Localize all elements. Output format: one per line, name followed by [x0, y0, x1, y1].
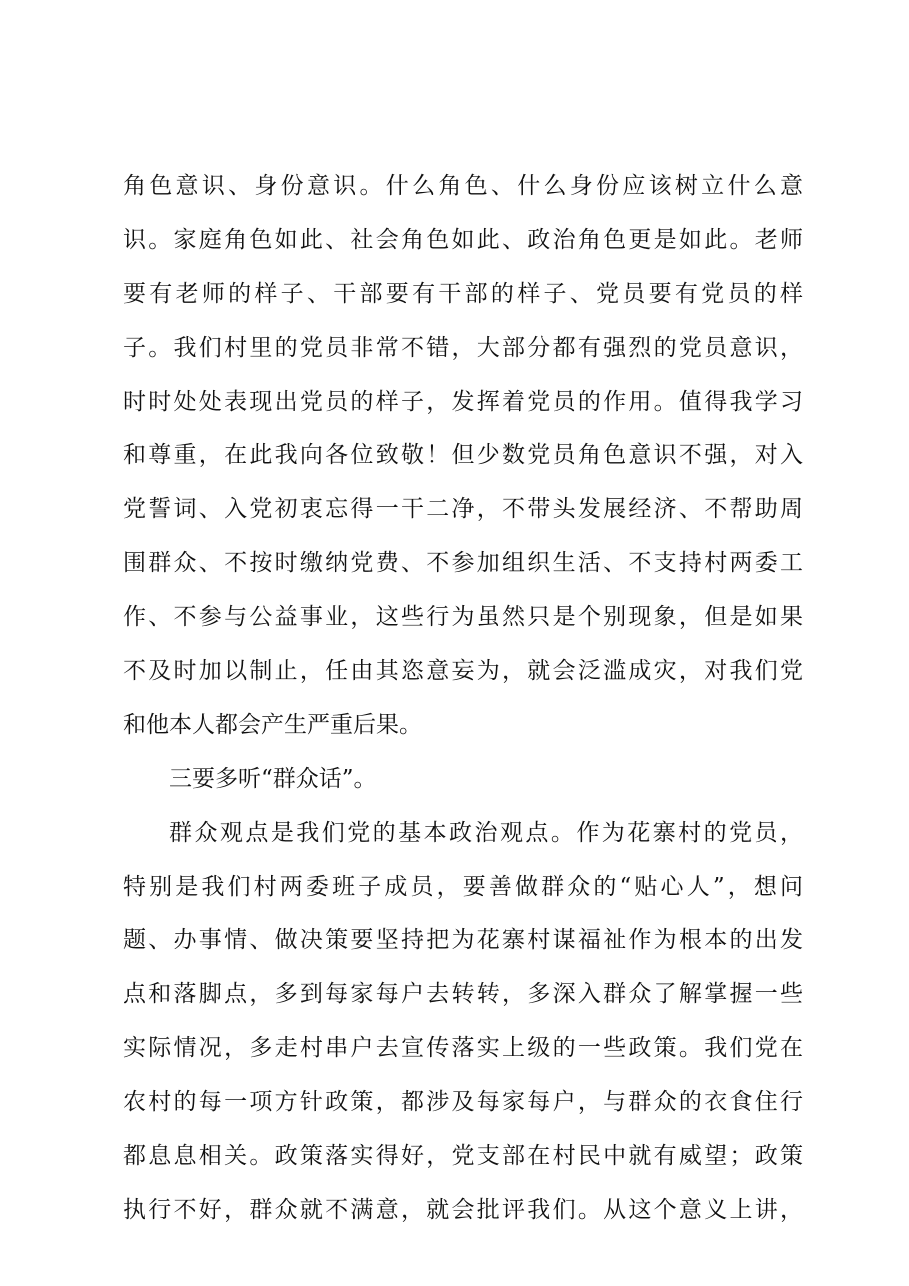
paragraph-first-line: 群众观点是我们党的基本政治观点。作为花寨村的党员， — [169, 819, 803, 846]
text-line: 都息息相关。政策落实得好，党支部在村民中就有威望；政策 — [123, 1143, 803, 1170]
text-line: 时时处处表现出党员的样子，发挥着党员的作用。值得我学习 — [123, 388, 803, 415]
text-line: 作、不参与公益事业，这些行为虽然只是个别现象，但是如果 — [123, 604, 803, 631]
text-line: 农村的每一项方针政策，都涉及每家每户，与群众的衣食住行 — [123, 1089, 803, 1116]
text-line: 题、办事情、做决策要坚持把为花寨村谋福祉作为根本的出发 — [123, 927, 803, 954]
text-line: 党誓词、入党初衷忘得一干二净，不带头发展经济、不帮助周 — [123, 496, 803, 523]
text-line: 执行不好，群众就不满意，就会批评我们。从这个意义上讲， — [123, 1196, 803, 1223]
text-line: 角色意识、身份意识。什么角色、什么身份应该树立什么意 — [123, 173, 803, 199]
text-line: 特别是我们村两委班子成员，要善做群众的“贴心人”，想问 — [123, 873, 803, 900]
text-line: 不及时加以制止，任由其恣意妄为，就会泛滥成灾，对我们党 — [123, 658, 803, 685]
paragraph-end-line: 和他本人都会产生严重后果。 — [123, 711, 422, 738]
body-text — [123, 160, 803, 1238]
text-line: 围群众、不按时缴纳党费、不参加组织生活、不支持村两委工 — [123, 550, 803, 577]
text-line: 识。家庭角色如此、社会角色如此、政治角色更是如此。老师 — [123, 226, 803, 253]
text-line: 点和落脚点，多到每家每户去转转，多深入群众了解掌握一些 — [123, 981, 803, 1008]
text-line: 实际情况，多走村串户去宣传落实上级的一些政策。我们党在 — [123, 1035, 803, 1062]
section-heading: 三要多听“群众话”。 — [169, 765, 377, 792]
text-line: 和尊重，在此我向各位致敬！但少数党员角色意识不强，对入 — [123, 442, 803, 469]
text-line: 子。我们村里的党员非常不错，大部分都有强烈的党员意识， — [123, 334, 803, 361]
text-line: 要有老师的样子、干部要有干部的样子、党员要有党员的样 — [123, 280, 803, 307]
